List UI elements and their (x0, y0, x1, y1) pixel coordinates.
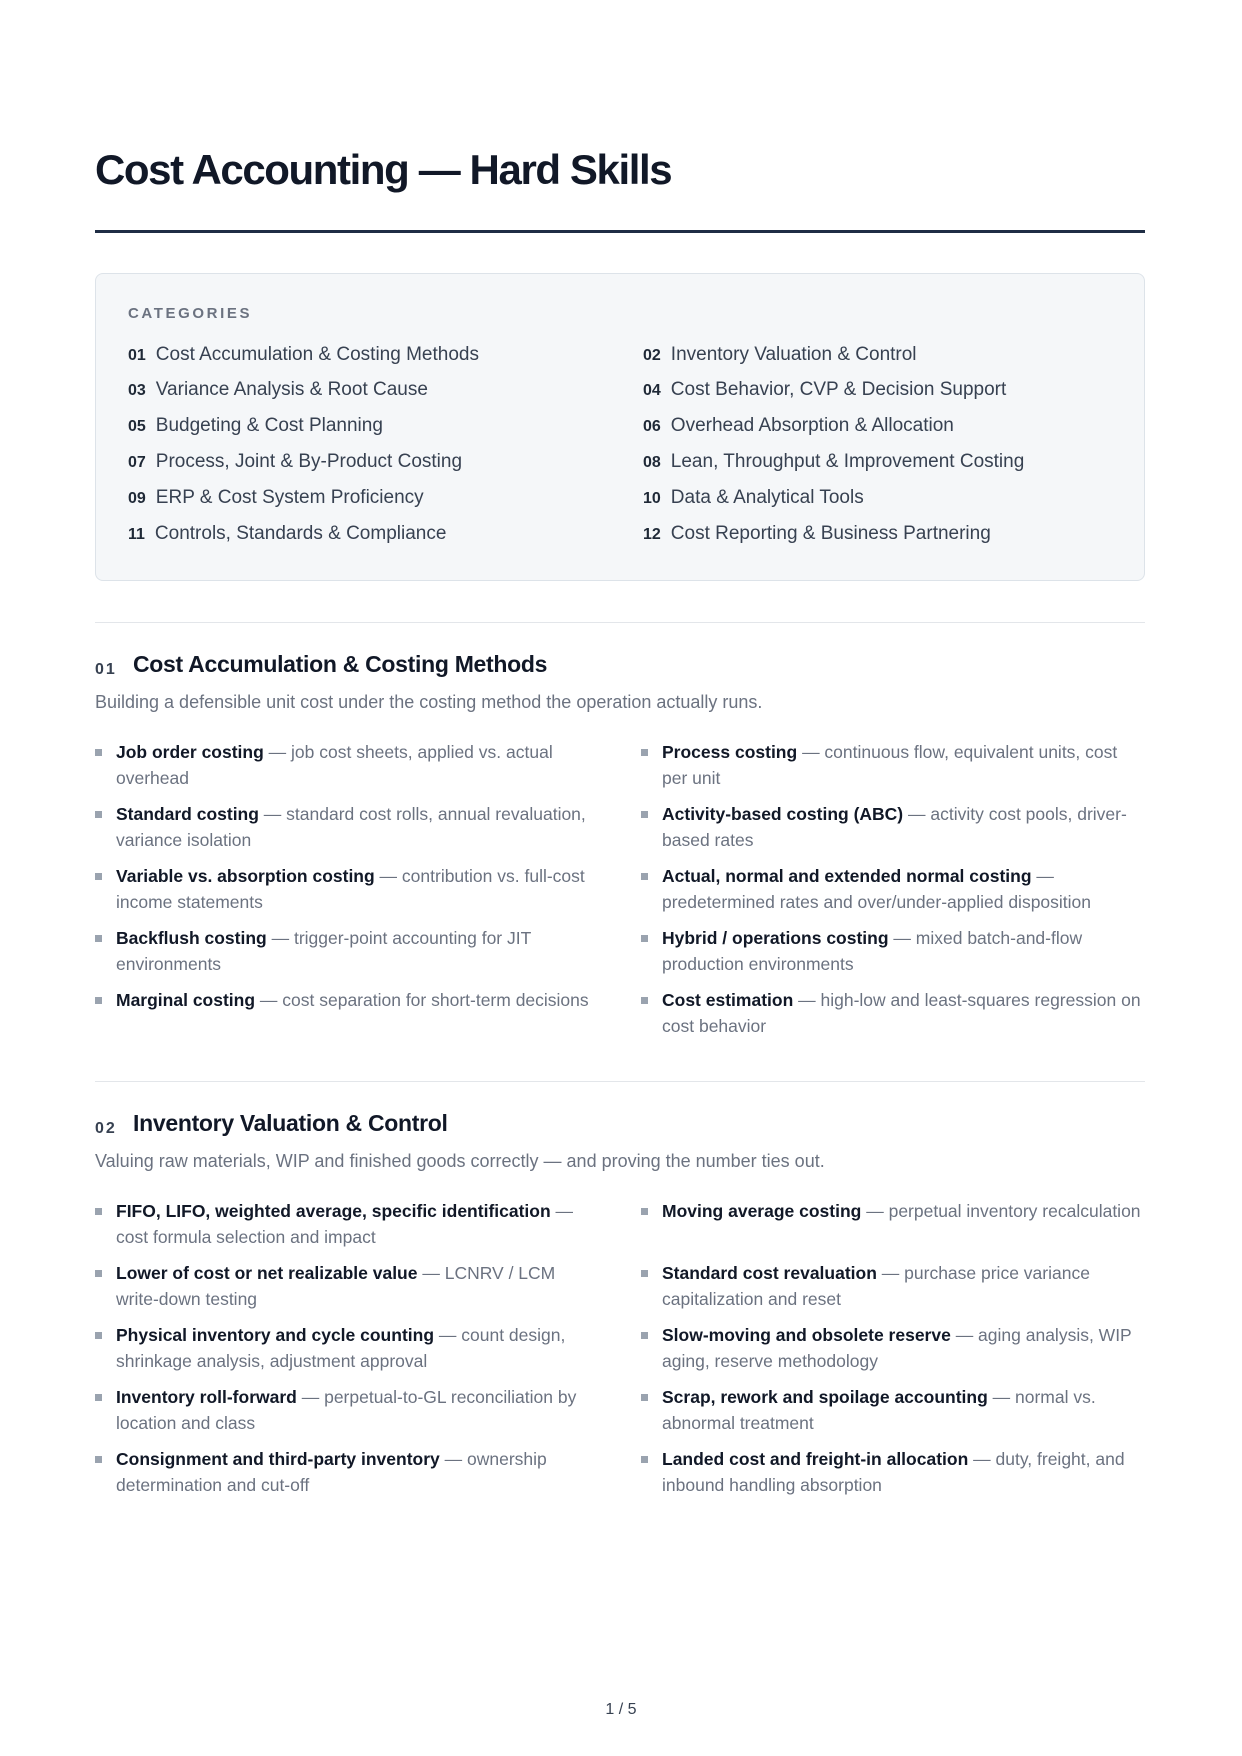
bullet-marker (95, 1332, 102, 1339)
category-number: 02 (643, 347, 661, 364)
bullet-marker (641, 873, 648, 880)
bullet-marker (95, 1208, 102, 1215)
section-number: 01 (95, 661, 117, 678)
section-number: 02 (95, 1120, 117, 1137)
category-number: 01 (128, 347, 146, 364)
list-item (116, 1384, 596, 1436)
list-item (116, 925, 596, 977)
item-description: — predetermined rates and over/under-applied disposition (662, 866, 1092, 912)
item-description: — job cost sheets, applied vs. actual overhead (116, 742, 553, 788)
item-term: Backflush costing (116, 928, 267, 948)
category-item (128, 379, 428, 401)
category-label: Budgeting & Cost Planning (155, 415, 383, 436)
category-label: Cost Accumulation & Costing Methods (155, 344, 479, 365)
list-item (662, 801, 1142, 853)
section-divider (95, 622, 1145, 623)
item-description: — cost separation for short-term decisions (255, 990, 589, 1010)
category-number: 03 (128, 382, 146, 399)
item-description: — duty, freight, and inbound handling absorption (662, 1449, 1125, 1495)
item-description: — normal vs. abnormal treatment (662, 1387, 1096, 1433)
category-label: Inventory Valuation & Control (670, 344, 917, 365)
bullet-marker (95, 811, 102, 818)
category-number: 09 (128, 490, 146, 507)
category-item (643, 344, 917, 366)
item-description: — purchase price variance capitalization and reset (662, 1263, 1090, 1309)
bullet-marker (641, 1270, 648, 1277)
list-item (116, 1198, 596, 1250)
item-term: Slow-moving and obsolete reserve (662, 1325, 951, 1345)
category-item (643, 415, 954, 437)
list-item (662, 1198, 1142, 1224)
bullet-marker (641, 935, 648, 942)
item-term: Activity-based costing (ABC) (662, 804, 904, 824)
category-label: Cost Reporting & Business Partnering (670, 523, 991, 544)
category-item (128, 415, 383, 437)
list-item (662, 739, 1142, 791)
category-label: Controls, Standards & Compliance (154, 523, 447, 544)
item-description: — standard cost rolls, annual revaluation, variance isolation (116, 804, 586, 850)
bullet-marker (95, 1270, 102, 1277)
category-item (643, 487, 864, 509)
page-number: 1 / 5 (605, 1701, 637, 1718)
list-item (662, 1322, 1142, 1374)
category-label: Cost Behavior, CVP & Decision Support (670, 379, 1007, 400)
item-description: — count design, shrinkage analysis, adjustment approval (116, 1325, 566, 1371)
section-subtitle: Building a defensible unit cost under the costing method the operation actually runs. (95, 692, 763, 712)
bullet-marker (95, 1456, 102, 1463)
item-term: Actual, normal and extended normal costing (662, 866, 1032, 886)
item-description: — contribution vs. full-cost income statements (116, 866, 585, 912)
item-term: Moving average costing (662, 1201, 862, 1221)
item-description: — activity cost pools, driver-based rates (662, 804, 1127, 850)
list-item (662, 1446, 1142, 1498)
item-description: — high-low and least-squares regression on cost behavior (662, 990, 1141, 1036)
item-description: — continuous flow, equivalent units, cost per unit (662, 742, 1118, 788)
list-item (116, 1260, 596, 1312)
item-description: — perpetual inventory recalculation (861, 1201, 1141, 1221)
bullet-marker (95, 935, 102, 942)
category-number: 06 (643, 418, 661, 435)
page-title: Cost Accounting — Hard Skills (95, 146, 672, 193)
category-item (128, 344, 479, 366)
list-item (662, 987, 1142, 1039)
bullet-marker (641, 1394, 648, 1401)
bullet-marker (641, 997, 648, 1004)
title-divider (95, 230, 1145, 233)
category-label: Lean, Throughput & Improvement Costing (670, 451, 1025, 472)
list-item (662, 1260, 1142, 1312)
item-term: Cost estimation (662, 990, 794, 1010)
category-label: Process, Joint & By-Product Costing (155, 451, 463, 472)
item-description: — trigger-point accounting for JIT environments (116, 928, 531, 974)
category-number: 10 (643, 490, 661, 507)
item-term: Standard costing (116, 804, 259, 824)
item-term: Job order costing (116, 742, 264, 762)
item-description: — LCNRV / LCM write-down testing (116, 1263, 556, 1309)
list-item (662, 925, 1142, 977)
category-item (643, 379, 1006, 401)
category-item (128, 487, 424, 509)
section-title: Cost Accumulation & Costing Methods (133, 651, 548, 677)
item-description: — ownership determination and cut-off (116, 1449, 547, 1495)
category-item (643, 523, 991, 545)
category-label: ERP & Cost System Proficiency (155, 487, 424, 508)
item-term: Scrap, rework and spoilage accounting (662, 1387, 988, 1407)
bullet-marker (641, 749, 648, 756)
bullet-marker (641, 811, 648, 818)
item-term: FIFO, LIFO, weighted average, specific identification (116, 1201, 551, 1221)
categories-panel (95, 273, 1145, 581)
item-term: Lower of cost or net realizable value (116, 1263, 418, 1283)
list-item (116, 987, 596, 1013)
category-item (128, 523, 446, 545)
list-item (116, 1322, 596, 1374)
item-description: — perpetual-to-GL reconciliation by location and class (116, 1387, 577, 1433)
categories-heading: CATEGORIES (128, 305, 253, 322)
list-item (116, 863, 596, 915)
item-term: Process costing (662, 742, 798, 762)
bullet-marker (95, 749, 102, 756)
list-item (662, 1384, 1142, 1436)
item-term: Marginal costing (116, 990, 256, 1010)
bullet-marker (641, 1332, 648, 1339)
section-title: Inventory Valuation & Control (133, 1110, 448, 1136)
item-term: Standard cost revaluation (662, 1263, 877, 1283)
section-divider (95, 1081, 1145, 1082)
category-number: 08 (643, 454, 661, 471)
item-term: Physical inventory and cycle counting (116, 1325, 435, 1345)
item-description: — mixed batch-and-flow production environments (662, 928, 1083, 974)
item-term: Hybrid / operations costing (662, 928, 889, 948)
item-term: Consignment and third-party inventory (116, 1449, 440, 1469)
section-subtitle: Valuing raw materials, WIP and finished goods correctly — and proving the number ties out. (95, 1151, 825, 1171)
category-label: Data & Analytical Tools (670, 487, 864, 508)
category-label: Overhead Absorption & Allocation (670, 415, 954, 436)
category-number: 07 (128, 454, 146, 471)
bullet-marker (95, 873, 102, 880)
item-term: Landed cost and freight-in allocation (662, 1449, 969, 1469)
category-item (128, 451, 462, 473)
list-item (116, 1446, 596, 1498)
bullet-marker (95, 997, 102, 1004)
item-description: — cost formula selection and impact (116, 1201, 574, 1247)
bullet-marker (641, 1456, 648, 1463)
category-item (643, 451, 1024, 473)
bullet-marker (95, 1394, 102, 1401)
item-description: — aging analysis, WIP aging, reserve methodology (662, 1325, 1132, 1371)
item-term: Variable vs. absorption costing (116, 866, 375, 886)
list-item (116, 801, 596, 853)
category-number: 12 (643, 526, 661, 543)
category-number: 05 (128, 418, 146, 435)
category-number: 11 (128, 526, 145, 543)
list-item (116, 739, 596, 791)
list-item (662, 863, 1142, 915)
bullet-marker (641, 1208, 648, 1215)
category-label: Variance Analysis & Root Cause (155, 379, 428, 400)
category-number: 04 (643, 382, 661, 399)
item-term: Inventory roll-forward (116, 1387, 297, 1407)
